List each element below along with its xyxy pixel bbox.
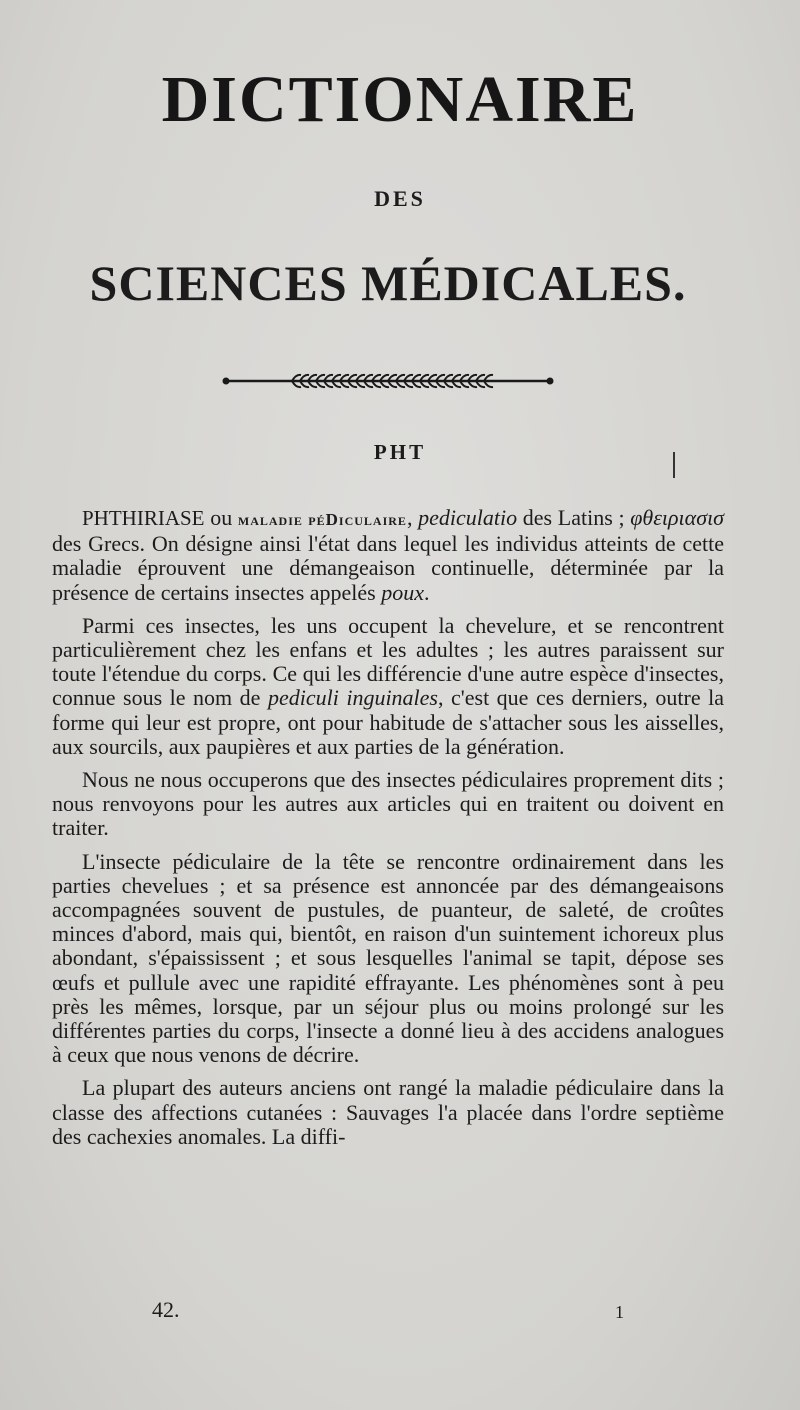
signature-mark: 42.	[152, 1297, 180, 1322]
paragraph-3: Nous ne nous occuperons que des insectes pédiculaires proprement dits ; nous renvoyons pour les autres aux articles qui en traitent ou doivent en traiter.	[52, 767, 724, 841]
ornament-rule	[222, 371, 554, 391]
page-mark: 1	[615, 1302, 624, 1322]
paragraph-1: PHTHIRIASE ou maladie péDiculaire, pediculatio des Latins ; φθειριασισ des Grecs. On désigne ainsi l'état dans lequel les individus atteints de cette maladie éprouvent une démangeaison continuelle, déterminée par la présence de certains insectes appelés poux.	[52, 505, 725, 605]
pediculi-inguinales: pediculi inguinales	[267, 685, 438, 711]
paragraph-4: L'insecte pédiculaire de la tête se rencontre ordinairement dans les parties chevelues ; et sa présence est annoncée par des démangeaisons accompagnées souvent de pustules, de puanteur, de saleté, de croûtes minces d'abord, mais qui, bientôt, en raison d'un suintement ichoreux plus abondant, s'épaississent ; et sous lesquelles l'animal se tapit, dépose ses œufs et pullule avec une rapidité effrayante. Les phénomènes sont à peu près les mêmes, lorsque, par un séjour plus ou moins prolongé sur les différentes parties du corps, l'insecte a donné lieu à des accidens analogues à ceux que nous venons de décrire.	[52, 848, 724, 1068]
margin-mark	[673, 452, 675, 478]
article-text	[52, 506, 724, 1158]
entry-term: PHTHIRIASE	[82, 506, 205, 530]
title-dictionaire: DICTIONAIRE	[161, 63, 639, 136]
latin-name: pediculatio	[418, 505, 518, 530]
running-header: PHT	[373, 440, 427, 464]
paragraph-2: Parmi ces insectes, les uns occupent la chevelure, et se rencontrent particulièrement chez les enfans et les adultes ; les autres paraissent sur toute l'étendue du corps. Ce qui les différencie d'une autre espèce d'insectes, connue sous le nom de pediculi inguinales, c'est que ces derniers, outre la forme qui leur est propre, ont pour habitude de s'attacher sous les aisselles, aux sourcils, aux paupières et aux parties de la génération.	[52, 612, 725, 759]
paragraph-5: La plupart des auteurs anciens ont rangé la maladie pédiculaire dans la classe des affections cutanées : Sauvages l'a placée dans l'ordre septième des cachexies anomales. La diffi-	[52, 1075, 724, 1149]
entry-alt-term: maladie péDiculaire	[237, 510, 407, 529]
title-des: DES	[374, 186, 426, 211]
title-sciences-medicales: SCIENCES MÉDICALES.	[89, 255, 687, 311]
term-poux: poux	[381, 579, 424, 605]
greek-name: φθειριασισ	[630, 505, 725, 530]
